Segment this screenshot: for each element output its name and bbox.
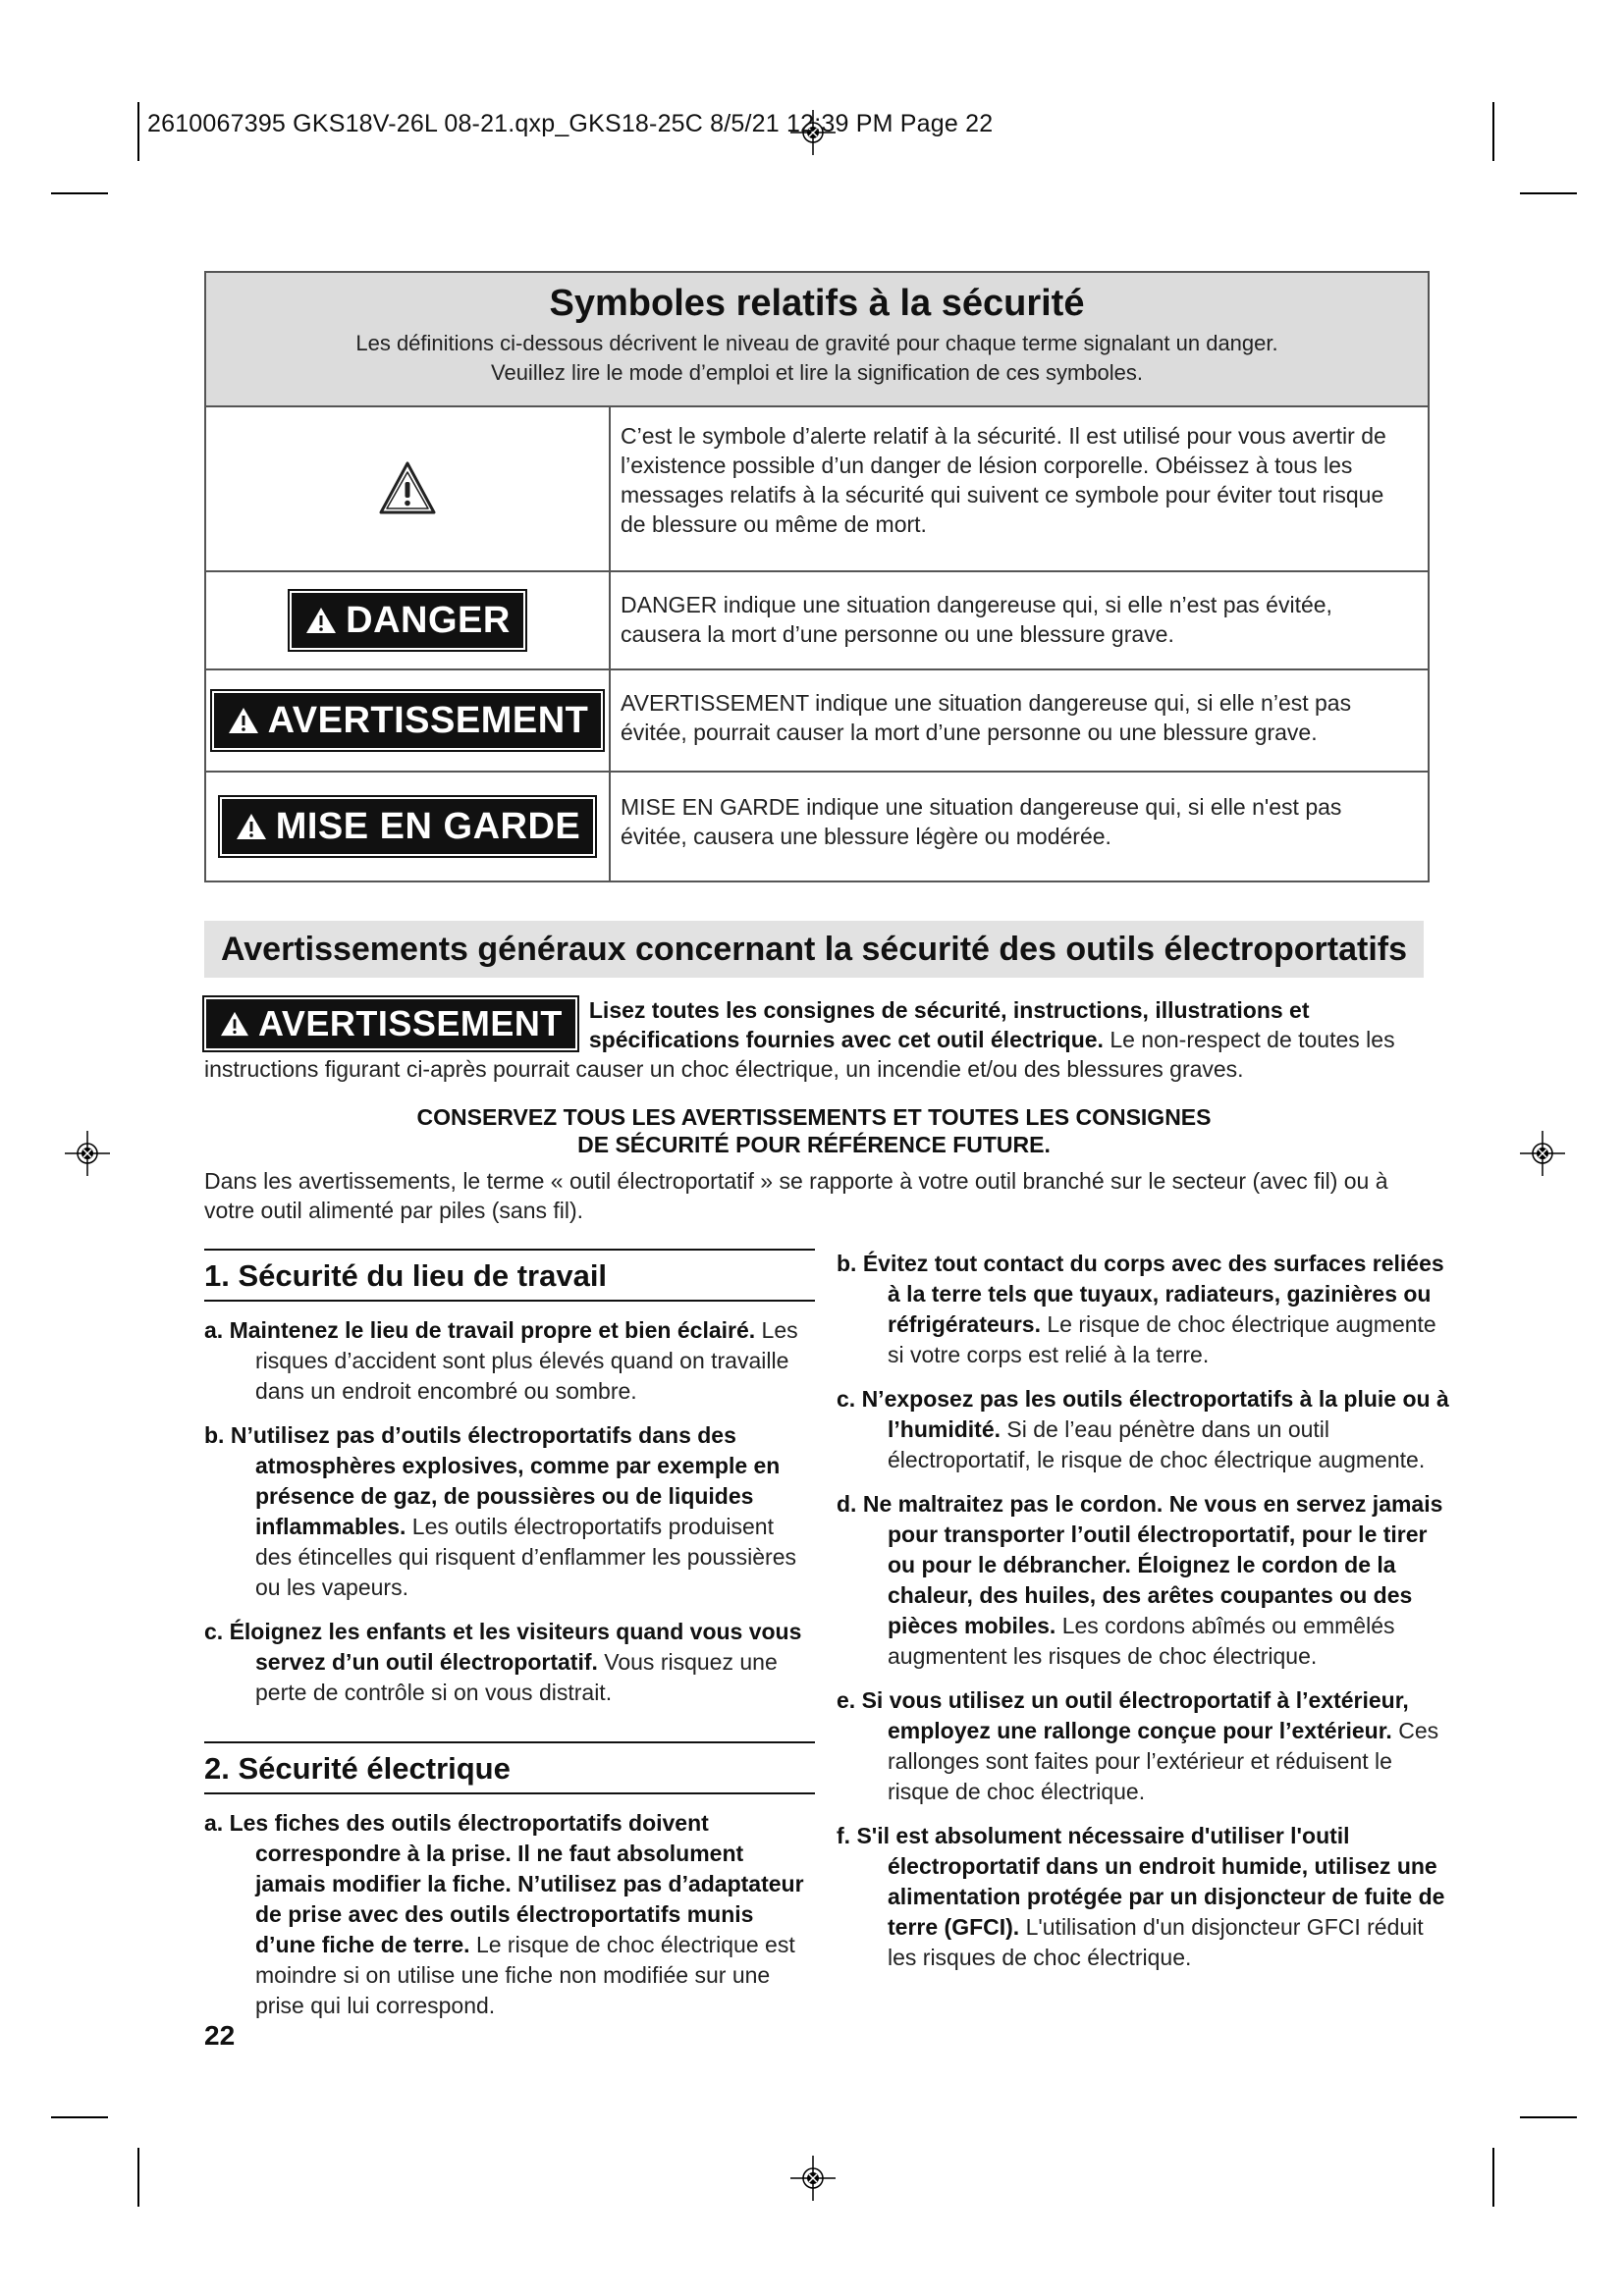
crop-mark [1520,192,1577,194]
registration-mark-icon [1520,1131,1565,1176]
list-item: d. Ne maltraitez pas le cordon. Ne vous en servez jamais pour transporter l’outil électroportatif, pour le tirer ou pour le débrancher. Éloignez le cordon de la chaleur, des huiles, des arêtes coupantes ou des pièces mobiles. Les cordons abîmés ou emmêlés augmentent les risques de choc électrique. [837,1491,1443,1669]
symbol-row-caution [206,771,1428,881]
warning-label: AVERTISSEMENT [258,1003,563,1043]
warning-signal-word [206,999,575,1048]
symbol-description: C’est le symbole d’alerte relatif à la sécurité. Il est utilisé pour vous avertir de l’existence possible d’un danger de lésion corporelle. Obéissez à tous les messages relatifs à la sécurité qui suivent ce symbole pour éviter tout risque de blessure ou même de mort. [621,423,1386,537]
symbol-cell [206,572,611,668]
registration-mark-icon [65,1131,110,1176]
crop-mark [137,102,139,161]
section-heading-electrical: 2. Sécurité électrique [204,1741,815,1794]
list-item: b. Évitez tout contact du corps avec des surfaces reliées à la terre tels que tuyaux, radiateurs, gazinières ou réfrigérateurs. Le risque de choc électrique augmente si votre corps est relié à la terre. [837,1251,1444,1367]
crop-mark [137,2148,139,2207]
danger-signal-word [292,593,523,648]
safety-symbols-title: Symboles relatifs à la sécurité [549,283,1085,324]
crop-mark [1492,2148,1494,2207]
symbol-row-warning [206,668,1428,771]
keep-line: DE SÉCURITÉ POUR RÉFÉRENCE FUTURE. [577,1132,1051,1157]
list-item: c. N’exposez pas les outils électroportatifs à la pluie ou à l’humidité. Si de l’eau pénètre dans un outil électroportatif, le risque de choc électrique augmente. [837,1386,1449,1472]
alert-triangle-icon [219,1010,250,1038]
alert-triangle-icon [304,606,338,635]
crop-mark [1492,102,1494,161]
alert-triangle-icon [235,812,268,841]
list-item: c. Éloignez les enfants et les visiteurs quand vous vous servez d’un outil électroportatif. Vous risquez une perte de contrôle si on vous distrait. [204,1619,802,1705]
crop-mark [51,192,108,194]
list-item: f. S'il est absolument nécessaire d'utiliser l'outil électroportatif dans un endroit humide, utilisez une alimentation protégée par un disjoncteur de fuite de terre (GFCI). L'utilisation d'un disjoncteur GFCI réduit les risques de choc électrique. [837,1823,1445,1970]
symbol-cell [206,407,611,570]
danger-label: DANGER [346,599,511,641]
warning-label: AVERTISSEMENT [267,699,589,741]
left-column [204,1249,815,2035]
print-slug: 2610067395 GKS18V-26L 08-21.qxp_GKS18-25C 8/5/21 12:39 PM Page 22 [147,110,994,137]
safety-symbols-header [206,273,1428,407]
keep-instructions-notice [204,1103,1424,1158]
caution-signal-word [222,799,594,854]
registration-mark-icon [790,2156,836,2201]
symbol-description: DANGER indique une situation dangereuse qui, si elle n’est pas évitée, causera la mort d’une personne ou une blessure grave. [621,592,1332,647]
safety-symbols-subtitle: Veuillez lire le mode d’emploi et lire la signification de ces symboles. [491,360,1143,385]
list-item: b. N’utilisez pas d’outils électroportatifs dans des atmosphères explosives, comme par exemple en présence de gaz, de poussières ou de liquides inflammables. Les outils électroportatifs produisent des étincelles qui risquent d’enflammer les poussières ou les vapeurs. [204,1422,797,1600]
power-tool-definition: Dans les avertissements, le terme « outil électroportatif » se rapporte à votre outil branché sur le secteur (avec fil) ou à votre outil alimenté par piles (sans fil). [204,1168,1388,1223]
warning-signal-word [214,693,602,748]
safety-symbols-table [204,271,1430,882]
caution-label: MISE EN GARDE [275,805,581,847]
symbol-row-danger [206,570,1428,668]
intro-text: Le non-respect de toutes les instructions figurant ci-après pourrait causer un choc électrique, un incendie et/ou des blessures graves. [204,1027,1395,1082]
keep-line: CONSERVEZ TOUS LES AVERTISSEMENTS ET TOUTES LES CONSIGNES [416,1104,1212,1130]
symbol-cell [206,670,611,771]
section-heading-work-area: 1. Sécurité du lieu de travail [204,1249,815,1302]
right-column [837,1249,1451,1987]
symbol-description: AVERTISSEMENT indique une situation dangereuse qui, si elle n’est pas évitée, pourrait causer la mort d’une personne ou une blessure grave. [621,690,1352,745]
safety-alert-triangle-icon [377,458,438,519]
intro-bold: Lisez toutes les consignes de sécurité, instructions, illustrations et spécifications fournies avec cet outil électrique. [588,997,1310,1052]
alert-triangle-icon [227,706,260,735]
safety-symbols-subtitle: Les définitions ci-dessous décrivent le niveau de gravité pour chaque terme signalant un danger. [355,331,1278,355]
list-item: a. Maintenez le lieu de travail propre et bien éclairé. Les risques d’accident sont plus élevés quand on travaille dans un endroit encombré ou sombre. [204,1317,798,1404]
crop-mark [1520,2116,1577,2118]
general-warning-intro [204,995,1449,1084]
symbol-description: MISE EN GARDE indique une situation dangereuse qui, si elle n'est pas évitée, causera une blessure légère ou modérée. [621,794,1342,849]
general-warnings-title: Avertissements généraux concernant la sécurité des outils électroportatifs [204,921,1424,978]
symbol-row-alert [206,407,1428,570]
crop-mark [51,2116,108,2118]
page-number: 22 [204,2020,236,2051]
list-item: a. Les fiches des outils électroportatifs doivent correspondre à la prise. Il ne faut absolument jamais modifier la fiche. N’utilisez pas d’adaptateur de prise avec des outils électroportatifs munis d’une fiche de terre. Le risque de choc électrique est moindre si on utilise une fiche non modifiée sur une prise qui lui correspond. [204,1810,804,2018]
symbol-cell [206,773,611,881]
list-item: e. Si vous utilisez un outil électroportatif à l’extérieur, employez une rallonge conçue pour l’extérieur. Ces rallonges sont faites pour l’extérieur et réduisent le risque de choc électrique. [837,1687,1439,1804]
